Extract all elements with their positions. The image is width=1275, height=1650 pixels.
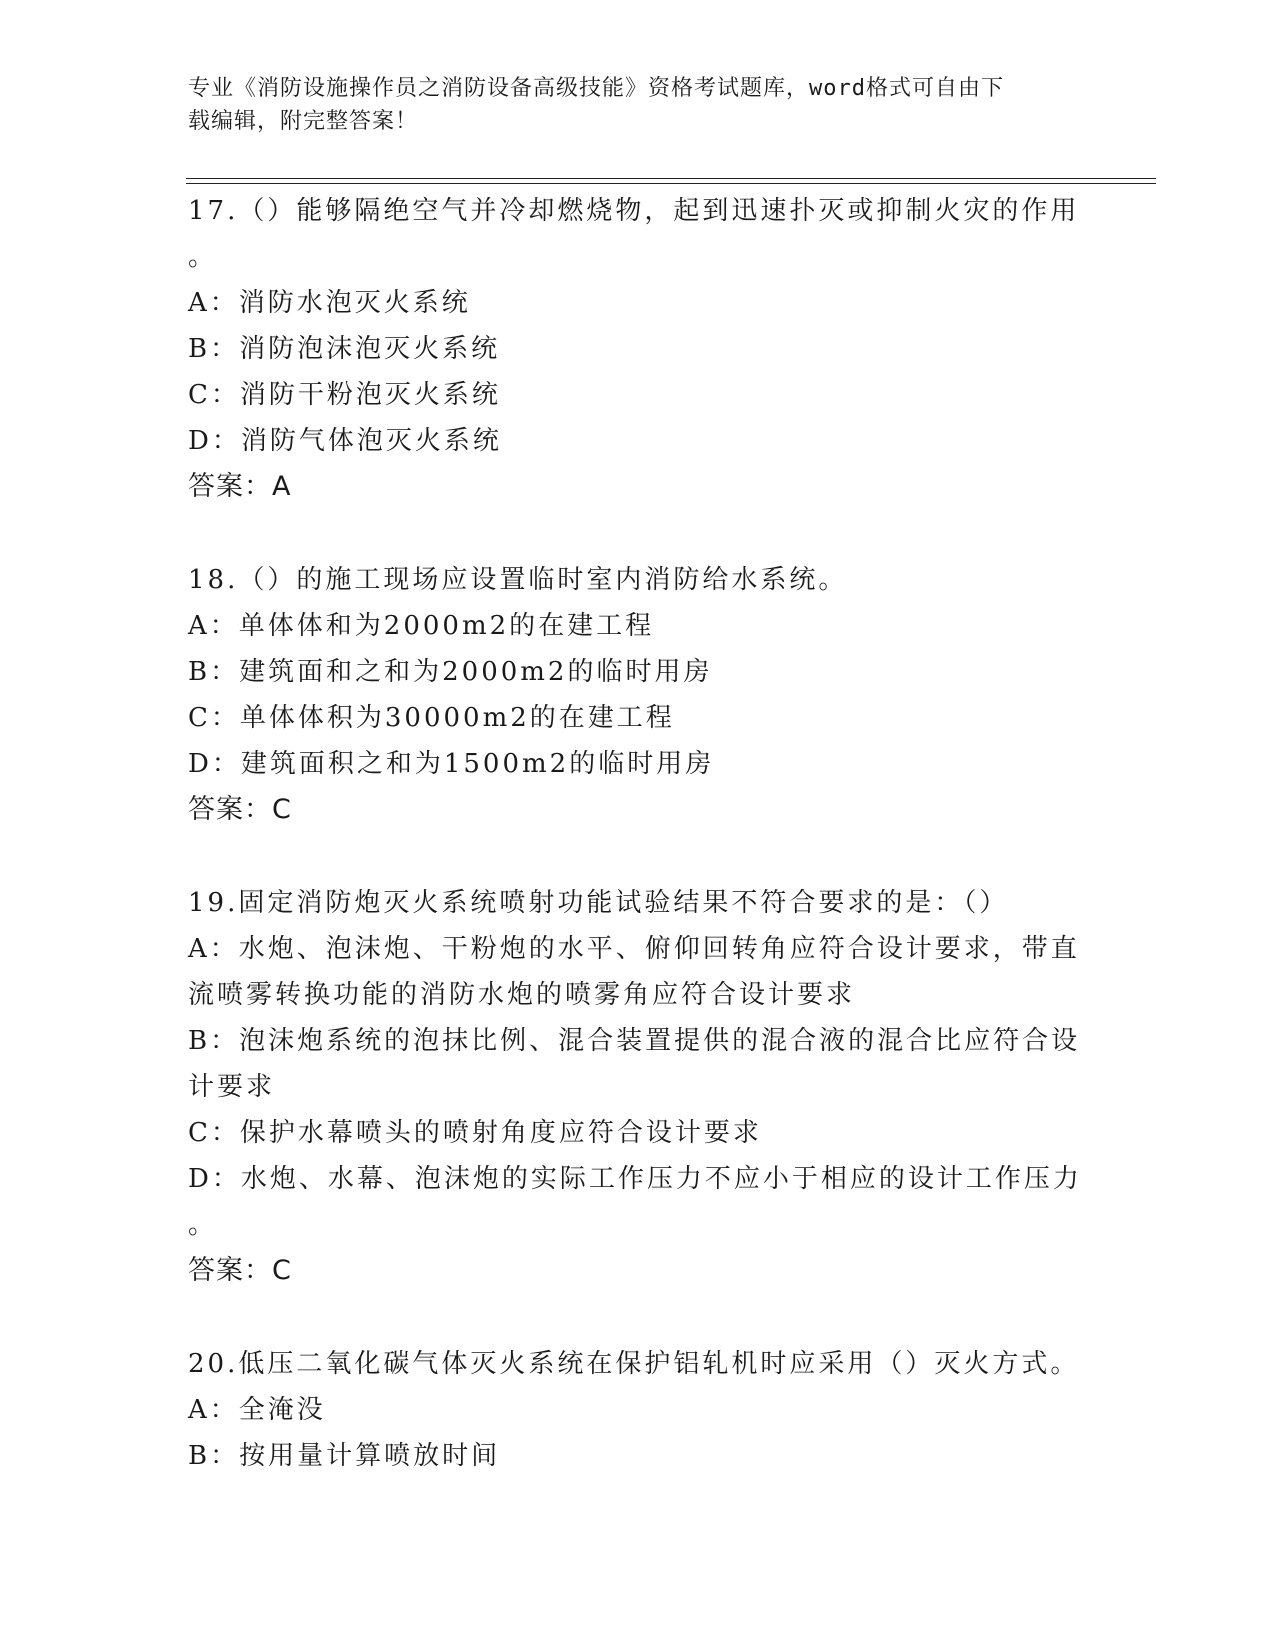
- question-stem-continuation: 。: [188, 242, 218, 272]
- option-d: D：建筑面积之和为1500m2的临时用房: [188, 749, 715, 779]
- answer: 答案：A: [188, 471, 292, 502]
- question-stem: 18.（）的施工现场应设置临时室内消防给水系统。: [188, 565, 848, 595]
- option-d: D：水炮、水幕、泡沫炮的实际工作压力不应小于相应的设计工作压力: [188, 1164, 1082, 1194]
- option-a-continuation: 流喷雾转换功能的消防水炮的喷雾角应符合设计要求: [188, 980, 856, 1010]
- question-stem: 20.低压二氧化碳气体灭火系统在保护铝轧机时应采用（）灭火方式。: [188, 1349, 1080, 1379]
- option-b: B：泡沫炮系统的泡抹比例、混合装置提供的混合液的混合比应符合设: [188, 1026, 1081, 1056]
- question-18: [188, 557, 1088, 833]
- header-divider-bottom: [186, 183, 1156, 184]
- option-b: B：消防泡沫泡灭火系统: [188, 334, 501, 364]
- question-19: [188, 880, 1088, 1294]
- header-line-1: 专业《消防设施操作员之消防设备高级技能》资格考试题库，word格式可自由下: [188, 76, 1004, 101]
- answer: 答案：C: [188, 1255, 292, 1286]
- header-divider-top: [186, 178, 1156, 179]
- question-stem: 19.固定消防炮灭火系统喷射功能试验结果不符合要求的是：（）: [188, 888, 1009, 918]
- document-header: [188, 72, 1078, 138]
- question-stem: 17.（）能够隔绝空气并冷却燃烧物，起到迅速扑灭或抑制火灾的作用: [188, 196, 1080, 226]
- option-d: D：消防气体泡灭火系统: [188, 426, 502, 456]
- option-d-continuation: 。: [188, 1210, 218, 1240]
- answer: 答案：C: [188, 794, 292, 825]
- option-c: C：消防干粉泡灭火系统: [188, 380, 501, 410]
- question-17: [188, 188, 1088, 510]
- option-a: A：全淹没: [188, 1395, 326, 1425]
- option-a: A：单体体和为2000m2的在建工程: [188, 611, 655, 641]
- option-b: B：建筑面和之和为2000m2的临时用房: [188, 657, 713, 687]
- option-c: C：保护水幕喷头的喷射角度应符合设计要求: [188, 1118, 762, 1148]
- option-a: A：水炮、泡沫炮、干粉炮的水平、俯仰回转角应符合设计要求，带直: [188, 934, 1080, 964]
- header-line-2: 载编辑，附完整答案！: [188, 109, 419, 134]
- question-list: [188, 188, 1088, 1526]
- option-b-continuation: 计要求: [188, 1072, 276, 1102]
- option-b: B：按用量计算喷放时间: [188, 1441, 501, 1471]
- option-a: A：消防水泡灭火系统: [188, 288, 471, 318]
- option-c: C：单体体积为30000m2的在建工程: [188, 703, 675, 733]
- question-20: [188, 1341, 1088, 1479]
